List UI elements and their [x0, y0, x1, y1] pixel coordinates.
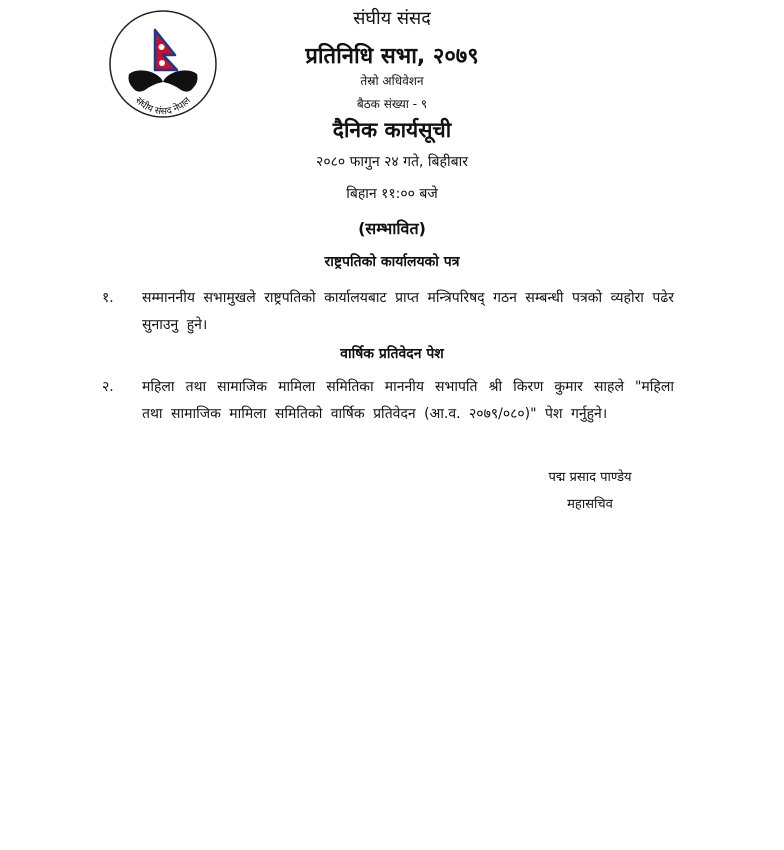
agenda-status: (सम्भावित): [358, 219, 426, 238]
parliament-name: संघीय संसद: [353, 8, 431, 29]
signatory-name: पद्म प्रसाद पाण्डेय: [548, 470, 632, 485]
section-heading-president-letter: राष्ट्रपतिको कार्यालयको पत्र: [324, 254, 460, 270]
agenda-date: २०८० फागुन २४ गते, बिहीबार: [316, 154, 468, 170]
session-label: तेस्रो अधिवेशन: [360, 74, 424, 88]
agenda-time: बिहान ११:०० बजे: [346, 186, 438, 202]
house-title: प्रतिनिधि सभा, २०७९: [305, 44, 479, 69]
agenda-item: [102, 285, 674, 339]
item-number: २.: [102, 379, 114, 395]
logo-text: संघीय संसद नेपाल: [132, 95, 194, 118]
item-text: महिला तथा सामाजिक मामिला समितिका माननीय सभापति श्री किरण कुमार साहले "महिला तथा सामाजिक मामिला समितिको वार्षिक प्रतिवेदन (आ.व. २०७९/०८०)" पेश गर्नुहुने।: [142, 379, 674, 422]
item-text: सम्माननीय सभामुखले राष्ट्रपतिको कार्यालयबाट प्राप्त मन्त्रिपरिषद् गठन सम्बन्धी पत्रको व्यहोरा पढेर सुनाउनु हुने।: [142, 290, 674, 333]
signatory-title: महासचिव: [567, 497, 613, 512]
section-heading-annual-report: वार्षिक प्रतिवेदन पेश: [340, 346, 444, 362]
agenda-item: [102, 374, 674, 428]
meeting-number: बैठक संख्या - ९: [356, 97, 428, 111]
agenda-title: दैनिक कार्यसूची: [332, 118, 452, 142]
item-number: १.: [102, 290, 114, 306]
